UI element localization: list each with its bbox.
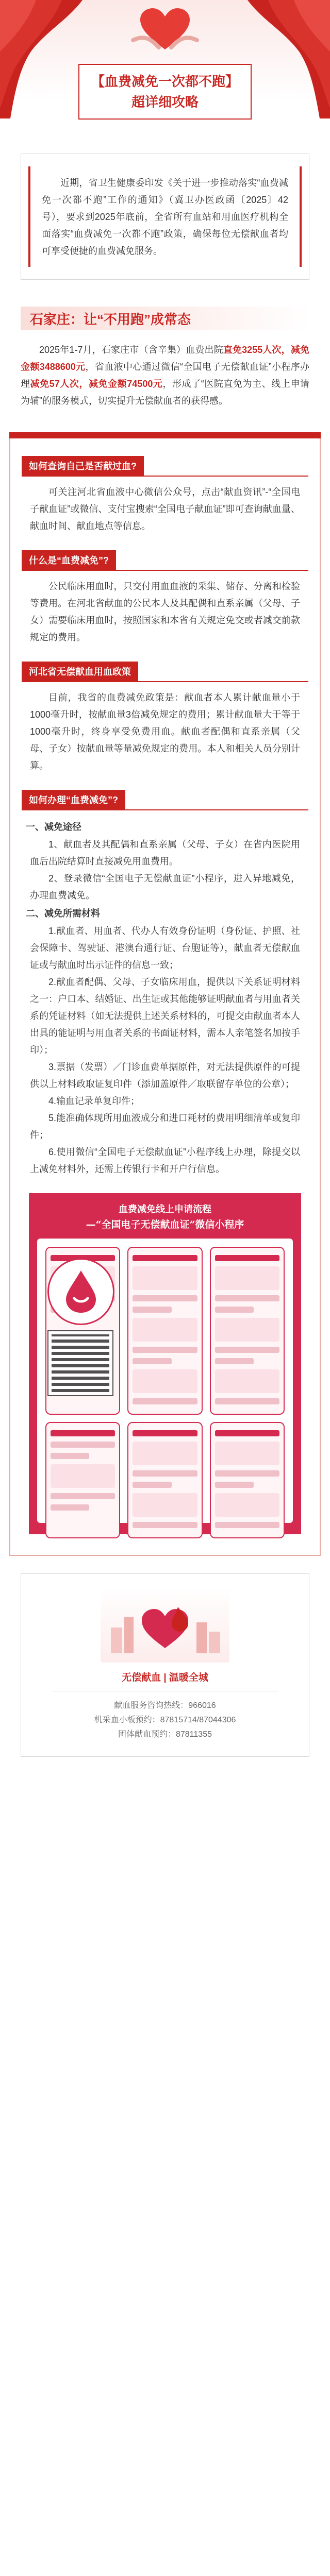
answer-paragraph: 目前，我省的血费减免政策是：献血者本人累计献血量小于1000毫升时，按献血量3倍减免规定的费用；累计献血量大于等于1000毫升时，终身享受免费用血。献血者配偶和直系亲属（父母、子女）按献血量等量减免规定的费用。本人和相关人员分别计算。 bbox=[30, 692, 300, 771]
page-title: 【血费减免一次都不跑】 bbox=[91, 74, 239, 89]
section-highlight-1: 直免3255人次，减免金额3488600元 bbox=[21, 345, 309, 372]
footer-logo-image bbox=[101, 1586, 229, 1663]
phone-screen bbox=[45, 1422, 120, 1538]
list-item: 3.票据（发票）／门诊血费单据原件，对无法提供原件的可提供以上材料政取证复印件（添加盖原件／取联留存单位的公章）； bbox=[30, 1062, 300, 1089]
page-subtitle: 超详细攻略 bbox=[131, 94, 199, 110]
section-paragraph bbox=[21, 342, 309, 410]
section-heading: 石家庄：让“不用跑”成常态 bbox=[30, 311, 191, 327]
qa-block-definition bbox=[22, 550, 308, 646]
footer-slogan: 无偿献血 | 温暖全城 bbox=[122, 1672, 208, 1683]
list-item: 2.献血者配偶、父母、子女临床用血，提供以下关系证明材料之一：户口本、结婚证、出生证或其他能够证明献血者与用血者关系的凭证材料（如无法提供上述关系材料的，可提交由献血者本人出具的能证明与用血者关系的书面证材料，需本人亲笔签名加按手印）； bbox=[30, 977, 300, 1055]
heart-hands-icon bbox=[128, 4, 202, 56]
qa-block-howto bbox=[22, 790, 308, 1178]
footer-card bbox=[21, 1573, 309, 1757]
qr-code-icon bbox=[48, 1331, 112, 1395]
divider bbox=[22, 809, 308, 810]
answer-paragraph: 公民临床用血时，只交付用血血液的采集、储存、分离和检验等费用。在河北省献血的公民本人及其配偶和直系亲属（父母、子女）需要临床用血时，按照国家和本省有关规定免交或者减交前款规定的费用。 bbox=[30, 581, 300, 642]
divider bbox=[22, 681, 308, 682]
process-poster bbox=[29, 1193, 301, 1534]
question-heading: 河北省无偿献血用血政策 bbox=[22, 662, 138, 681]
group-booking-text: 团体献血预约：87811355 bbox=[118, 1730, 212, 1739]
qa-block-query bbox=[22, 456, 308, 535]
city-heart-illustration-icon bbox=[101, 1586, 229, 1663]
phone-screen bbox=[127, 1247, 202, 1415]
platelet-booking-text: 机采血小板预约：87815714/87044306 bbox=[94, 1716, 236, 1724]
red-curtain-left-decoration bbox=[0, 0, 82, 118]
list-item: 5.能准确体现所用血液成分和进口耗材的费用明细清单或复印件； bbox=[30, 1113, 300, 1140]
answer-paragraph: 可关注河北省血液中心微信公众号，点击“献血资讯”-“全国电子献血证”或微信、支付宝搜索“全国电子献血证”即可查询献血量、献血时间、献血地点等信息。 bbox=[30, 487, 300, 531]
hotline-text: 献血服务咨询热线：966016 bbox=[114, 1701, 216, 1710]
question-heading: 什么是“血费减免”? bbox=[22, 550, 116, 570]
list-item: 6.使用微信“全国电子无偿献血证”小程序线上办理，除提交以上减免材料外，还需上传银行卡和开户行信息。 bbox=[30, 1147, 300, 1174]
section-body bbox=[21, 342, 309, 410]
question-heading: 如何查询自己是否献过血? bbox=[22, 456, 144, 476]
blood-drop-logo-icon bbox=[47, 1258, 114, 1325]
divider bbox=[22, 476, 308, 477]
list-item: 4.输血记录单复印件； bbox=[48, 1096, 140, 1106]
list-item: 1、献血者及其配偶和直系亲属（父母、子女）在省内医院用血后出院结算时直接减免用血费用。 bbox=[30, 839, 300, 867]
section-highlight-2: 减免57人次，减免金额74500元 bbox=[30, 379, 163, 389]
phone-screen bbox=[127, 1422, 202, 1538]
sub-heading-channels: 一、减免途径 bbox=[26, 822, 81, 832]
question-heading: 如何办理“血费减免”? bbox=[22, 790, 125, 809]
poster-title: 血费减免线上申请流程 bbox=[119, 1204, 211, 1215]
section-text-3: ，形成了“医院直免为主、线上申请为辅”的服务模式，切实提升无偿献血者的获得感。 bbox=[21, 379, 310, 406]
qa-container-top-bar bbox=[9, 432, 321, 438]
title-box bbox=[78, 64, 252, 120]
poster-subtitle: —“全国电子无偿献血证”微信小程序 bbox=[86, 1219, 244, 1230]
section-text-1: 2025年1-7月，石家庄市（含辛集）血费出院 bbox=[39, 345, 223, 355]
list-item: 2、登录微信“全国电子无偿献血证”小程序，进入异地减免，办理血费减免。 bbox=[30, 873, 300, 901]
intro-card bbox=[21, 154, 309, 280]
qa-container bbox=[9, 432, 321, 1556]
section-banner bbox=[21, 307, 309, 330]
divider bbox=[22, 570, 308, 571]
poster-screens bbox=[37, 1239, 293, 1523]
sub-heading-materials: 二、减免所需材料 bbox=[26, 908, 100, 919]
list-item: 1.献血者、用血者、代办人有效身份证明（身份证、护照、社会保障卡、驾驶证、港澳台通行证、台胞证等），献血者无偿献血证或与献血时出示证件的信息一致； bbox=[30, 926, 300, 970]
header-banner bbox=[0, 0, 330, 134]
section-text-2: ，省血液中心通过微信“全国电子无偿献血证”小程序办理 bbox=[21, 362, 309, 389]
intro-paragraph: 近期，省卫生健康委印发《关于进一步推动落实“血费减免一次都不跑”工作的通知》（冀卫办医政函〔2025〕42号），要求到2025年底前，全省所有血站和用血医疗机构全面落实“血费减免一次都不跑”政策，确保每位无偿献血者均可享受便捷的血费减免服务。 bbox=[42, 178, 288, 256]
phone-screen bbox=[210, 1422, 285, 1538]
red-curtain-right-decoration bbox=[248, 0, 330, 118]
phone-screen bbox=[210, 1247, 285, 1415]
qa-block-policy bbox=[22, 662, 308, 774]
